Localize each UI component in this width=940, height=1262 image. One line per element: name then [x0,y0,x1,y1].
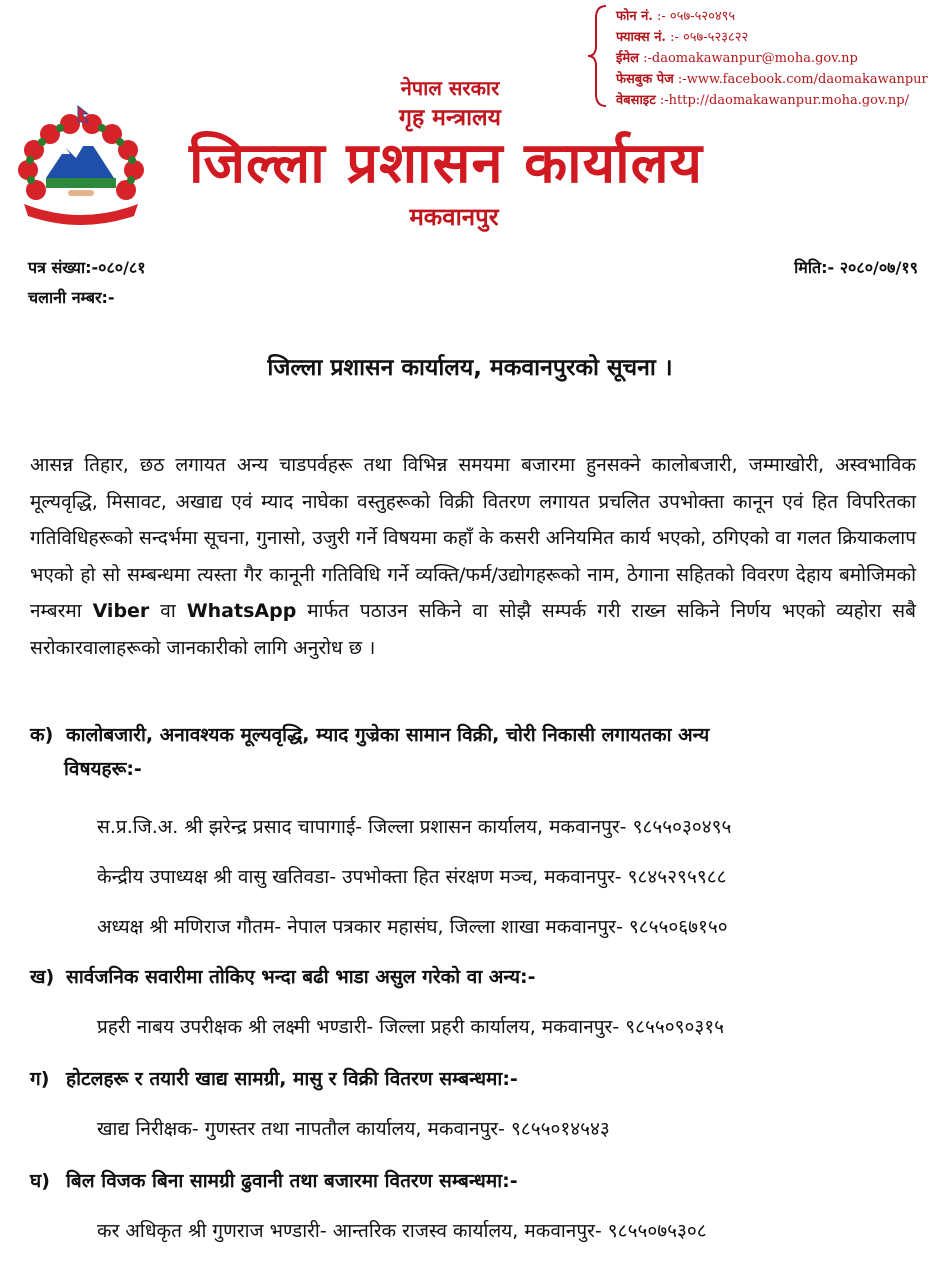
whatsapp-label: WhatsApp [186,600,297,623]
section-a-heading: क) कालोबजारी, अनावश्यक मूल्यवृद्धि, म्याद गुज्रेका सामान विक्री, चोरी निकासी लगायतका अन्य विषयहरू:- [30,724,710,780]
dispatch-number: चलानी नम्बर:- [28,288,115,307]
section-a-contact: केन्द्रीय उपाध्यक्ष श्री वासु खतिवडा- उपभोक्ता हित संरक्षण मञ्च, मकवानपुर- ९८४५२९५९८८ [97,866,727,888]
contact-phone: फोन नं. :- ०५७-५२०४९५ [616,9,736,24]
section-d-heading: घ) बिल विजक बिना सामग्री ढुवानी तथा बजारमा वितरण सम्बन्धमा:- [30,1170,518,1192]
section-a-contact: स.प्र.जि.अ. श्री झरेन्द्र प्रसाद चापागाई- जिल्ला प्रशासन कार्यालय, मकवानपुर- ९८५५०३०४९५ [97,816,732,838]
contact-website[interactable]: वेबसाइट :-http://daomakawanpur.moha.gov.np/ [616,93,909,108]
letter-date: मिति:- २०८०/०७/१९ [794,258,918,277]
contact-facebook[interactable]: फेसबुक पेज :-www.facebook.com/daomakawanpur [616,72,928,87]
contact-fax: फ्याक्स नं. :- ०५७-५२३८२२ [616,30,749,45]
header-government: नेपाल सरकार [400,76,500,100]
section-b-heading: ख) सार्वजनिक सवारीमा तोकिए भन्दा बढी भाडा असुल गरेको वा अन्य:- [30,966,536,988]
viber-label: Viber [92,600,150,623]
section-b-contact: प्रहरी नाबय उपरीक्षक श्री लक्ष्मी भण्डारी- जिल्ला प्रहरी कार्यालय, मकवानपुर- ९८५५०९०३१५ [97,1016,725,1038]
notice-body: आसन्न तिहार, छठ लगायत अन्य चाडपर्वहरू तथा विभिन्न समयमा बजारमा हुनसक्ने कालोबजारी, जम्माखोरी, अस्वभाविक मूल्यवृद्धि, मिसावट, अखाद्य एवं म्याद नाघेका वस्तुहरूको विक्री वितरण लगायत प्रचलित उपभोक्ता कानून एवं हित विपरितका गतिविधिहरूको सन्दर्भमा सूचना, गुनासो, उजुरी गर्ने विषयमा कहाँ के कसरी अनियमित कार्य भएको, ठगिएको वा गलत क्रियाकलाप भएको हो सो सम्बन्धमा त्यस्ता गैर कानूनी गतिविधि गर्ने व्यक्ति/फर्म/उद्योगहरूको नाम, ठेगाना सहितको विवरण देहाय बमोजिमको नम्बरमा Viber वा WhatsApp मार्फत पठाउन सकिने वा सोझै सम्पर्क गरी राख्न सकिने निर्णय भएको व्यहोरा सबै सरोकारवालाहरूको जानकारीको लागि अनुरोध छ । [30,454,916,659]
contact-email[interactable]: ईमेल :-daomakawanpur@moha.gov.np [616,51,858,66]
header-ministry: गृह मन्त्रालय [399,105,501,131]
section-a-contact: अध्यक्ष श्री मणिराज गौतम- नेपाल पत्रकार महासंघ, जिल्ला शाखा मकवानपुर- ९८५५०६७१५० [97,916,728,938]
section-c-heading: ग) होटलहरू र तयारी खाद्य सामग्री, मासु र विक्री वितरण सम्बन्धमा:- [30,1068,518,1090]
header-district: मकवानपुर [409,203,499,231]
section-d-contact: कर अधिकृत श्री गुणराज भण्डारी- आन्तरिक राजस्व कार्यालय, मकवानपुर- ९८५५०७५३०८ [97,1220,707,1242]
letter-number: पत्र संख्या:-०८०/८१ [28,258,146,277]
header-office-title: जिल्ला प्रशासन कार्यालय [188,131,704,196]
section-c-contact: खाद्य निरीक्षक- गुणस्तर तथा नापतौल कार्यालय, मकवानपुर- ९८५५०१४५४३ [97,1118,610,1140]
notice-title: जिल्ला प्रशासन कार्यालय, मकवानपुरको सूचना । [267,355,673,381]
